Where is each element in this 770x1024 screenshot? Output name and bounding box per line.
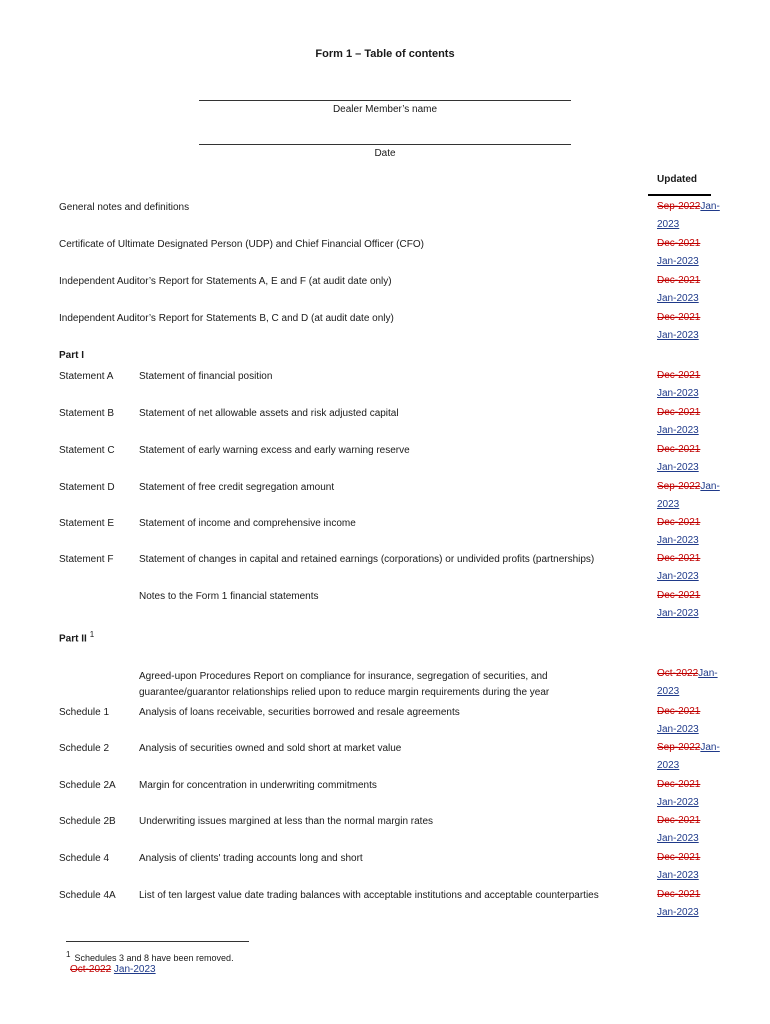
old-date: Dec-2021 — [657, 312, 701, 323]
toc-entry-description: Statement of financial position — [139, 371, 273, 382]
old-date: Oct-2022 — [70, 964, 112, 975]
toc-entry-updated — [657, 198, 727, 234]
toc-entry-updated — [657, 514, 727, 550]
toc-entry-updated — [657, 587, 727, 623]
page-title: Form 1 – Table of contents — [315, 48, 455, 60]
new-date: Jan-2023 — [657, 201, 720, 230]
toc-entry-description: Independent Auditor’s Report for Statements A, E and F (at audit date only) — [59, 276, 392, 287]
toc-entry-updated — [657, 849, 727, 885]
toc-entry-updated — [657, 309, 727, 345]
toc-entry-code: Statement C — [59, 445, 115, 456]
new-date: Jan-2023 — [657, 608, 699, 619]
toc-entry-code: Schedule 4A — [59, 890, 116, 901]
new-date: Jan-2023 — [657, 870, 699, 881]
footnote-text: Schedules 3 and 8 have been removed. — [74, 953, 234, 963]
dealer-name-label: Dealer Member’s name — [332, 104, 438, 115]
new-date: Jan-2023 — [657, 425, 699, 436]
dealer-name-line — [199, 100, 571, 101]
toc-entry-updated — [657, 404, 727, 440]
old-date: Sep-2022 — [657, 481, 701, 492]
toc-entry-description: Independent Auditor’s Report for Statements B, C and D (at audit date only) — [59, 313, 394, 324]
toc-entry-code: Statement D — [59, 482, 115, 493]
date-line — [199, 144, 571, 145]
new-date: Jan-2023 — [657, 535, 699, 546]
toc-entry-description: General notes and definitions — [59, 202, 190, 213]
new-date: Jan-2023 — [657, 462, 699, 473]
old-date: Oct-2022 — [657, 668, 699, 679]
old-date: Dec-2021 — [657, 889, 701, 900]
toc-entry-updated — [657, 272, 727, 308]
toc-entry-updated — [657, 703, 727, 739]
old-date: Dec-2021 — [657, 590, 701, 601]
old-date: Dec-2021 — [657, 370, 701, 381]
part-i-heading: Part I — [59, 350, 85, 361]
toc-entry-updated — [657, 367, 727, 403]
old-date: Dec-2021 — [657, 275, 701, 286]
new-date: Jan-2023 — [657, 797, 699, 808]
toc-entry-updated — [657, 812, 727, 848]
old-date: Dec-2021 — [657, 779, 701, 790]
new-date: Jan-2023 — [657, 668, 718, 697]
new-date: Jan-2023 — [657, 481, 720, 510]
toc-entry-updated — [657, 478, 727, 514]
toc-entry-code: Statement A — [59, 371, 114, 382]
toc-entry-description: Certificate of Ultimate Designated Person (UDP) and Chief Financial Officer (CFO) — [59, 239, 424, 250]
old-date: Dec-2021 — [657, 407, 701, 418]
new-date: Jan-2023 — [657, 907, 699, 918]
toc-entry-code: Statement B — [59, 408, 115, 419]
footnote-rule — [66, 941, 249, 942]
toc-entry-updated — [657, 665, 727, 701]
updated-column-header: Updated — [657, 174, 697, 185]
new-date: Jan-2023 — [657, 742, 720, 771]
toc-entry-updated — [657, 886, 727, 922]
new-date: Jan-2023 — [113, 964, 156, 975]
toc-entry-code: Statement E — [59, 518, 115, 529]
part-ii-heading — [59, 630, 94, 644]
toc-entry-code: Schedule 2A — [59, 780, 116, 791]
toc-entry-description: Margin for concentration in underwriting commitments — [139, 780, 377, 791]
new-date: Jan-2023 — [657, 388, 699, 399]
toc-entry-code: Schedule 2 — [59, 743, 110, 754]
footnote-ref: 1 — [89, 630, 95, 639]
updated-header-rule — [648, 194, 711, 196]
toc-entry-code: Statement F — [59, 554, 114, 565]
date-label: Date — [374, 148, 396, 159]
toc-entry-description: Statement of income and comprehensive income — [139, 518, 356, 529]
footnote-number: 1 — [66, 950, 71, 959]
toc-entry-updated — [657, 776, 727, 812]
toc-entry-description: Analysis of securities owned and sold short at market value — [139, 743, 402, 754]
old-date: Dec-2021 — [657, 238, 701, 249]
old-date: Dec-2021 — [657, 553, 701, 564]
toc-entry-description: Agreed-upon Procedures Report on compliance for insurance, segregation of securities, and guarantee/guarantor relationships relied upon to reduce margin requirements during the year — [139, 671, 550, 698]
toc-entry-description: Statement of early warning excess and early warning reserve — [139, 445, 410, 456]
toc-entry-code: Schedule 4 — [59, 853, 110, 864]
old-date: Dec-2021 — [657, 815, 701, 826]
toc-entry-description: Analysis of clients' trading accounts long and short — [139, 853, 363, 864]
toc-entry-description: Underwriting issues margined at less than the normal margin rates — [139, 816, 434, 827]
toc-entry-description: Analysis of loans receivable, securities borrowed and resale agreements — [139, 707, 460, 718]
part-ii-label: Part II — [59, 633, 87, 645]
old-date: Sep-2022 — [657, 742, 701, 753]
new-date: Jan-2023 — [657, 571, 699, 582]
old-date: Dec-2021 — [657, 706, 701, 717]
new-date: Jan-2023 — [657, 724, 699, 735]
new-date: Jan-2023 — [657, 833, 699, 844]
new-date: Jan-2023 — [657, 293, 699, 304]
old-date: Dec-2021 — [657, 852, 701, 863]
footnote — [66, 950, 234, 963]
old-date: Dec-2021 — [657, 444, 701, 455]
toc-entry-updated — [657, 739, 727, 775]
revision-date — [70, 964, 156, 975]
toc-entry-description: Statement of free credit segregation amount — [139, 482, 335, 493]
toc-entry-description: Statement of net allowable assets and risk adjusted capital — [139, 408, 399, 419]
new-date: Jan-2023 — [657, 330, 699, 341]
toc-entry-code: Schedule 2B — [59, 816, 116, 827]
old-date: Sep-2022 — [657, 201, 701, 212]
toc-entry-description: Statement of changes in capital and retained earnings (corporations) or undivided profits (partnerships) — [139, 554, 595, 565]
new-date: Jan-2023 — [657, 256, 699, 267]
toc-entry-updated — [657, 441, 727, 477]
toc-entry-updated — [657, 550, 727, 586]
toc-entry-description: List of ten largest value date trading balances with acceptable institutions and acceptable counterparties — [139, 890, 599, 901]
toc-entry-code: Schedule 1 — [59, 707, 110, 718]
toc-entry-updated — [657, 235, 727, 271]
old-date: Dec-2021 — [657, 517, 701, 528]
toc-entry-description: Notes to the Form 1 financial statements — [139, 591, 319, 602]
